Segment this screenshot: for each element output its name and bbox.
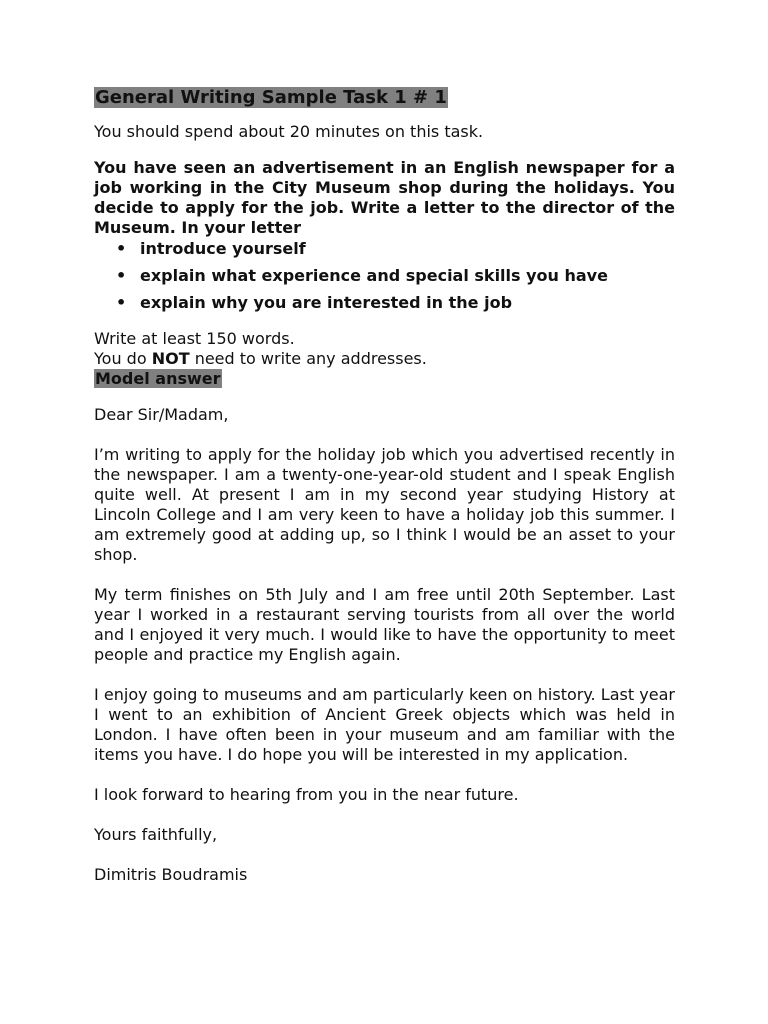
address-requirement-emphasis: NOT [151,349,190,368]
letter-closing: Yours faithfully, [94,825,218,844]
task-prompt: You have seen an advertisement in an English newspaper for a job working in the City Museum shop during the holidays. You decide to apply for the job. Write a letter to the director of the Museum. In your letter [94,158,675,237]
word-count-requirement: Write at least 150 words. [94,329,295,348]
task-bullet-item: • explain what experience and special skills you have [116,266,675,286]
task-bullet-list [94,239,675,313]
title-highlight: General Writing Sample Task 1 # 1 [95,87,447,108]
task-bullet-item: • introduce yourself [116,239,675,259]
letter-paragraph: I enjoy going to museums and am particularly keen on history. Last year I went to an exhibition of Ancient Greek objects which was held in London. I have often been in your museum and am familiar with the items you have. I do hope you will be interested in my application. [94,685,675,764]
requirements [94,329,675,389]
letter-paragraph: I’m writing to apply for the holiday job which you advertised recently in the newspaper. I am a twenty-one-year-old student and I speak English quite well. At present I am in my second year studying History at Lincoln College and I am very keen to have a holiday job this summer. I am extremely good at adding up, so I think I would be an asset to your shop. [94,445,675,564]
document-title [94,86,675,110]
letter-paragraph: I look forward to hearing from you in the near future. [94,785,519,804]
letter-signature: Dimitris Boudramis [94,865,248,884]
task-bullet-item: • explain why you are interested in the job [116,293,675,313]
letter-paragraph: My term finishes on 5th July and I am free until 20th September. Last year I worked in a restaurant serving tourists from all over the world and I enjoyed it very much. I would like to have the opportunity to meet people and practice my English again. [94,585,675,664]
model-letter [94,405,675,885]
address-requirement [94,349,675,369]
model-answer-label [94,369,675,389]
address-requirement-post: need to write any addresses. [189,349,427,368]
model-answer-highlight: Model answer [95,369,221,388]
time-instruction: You should spend about 20 minutes on this task. [94,122,484,141]
address-requirement-pre: You do [94,349,152,368]
letter-salutation: Dear Sir/Madam, [94,405,229,424]
